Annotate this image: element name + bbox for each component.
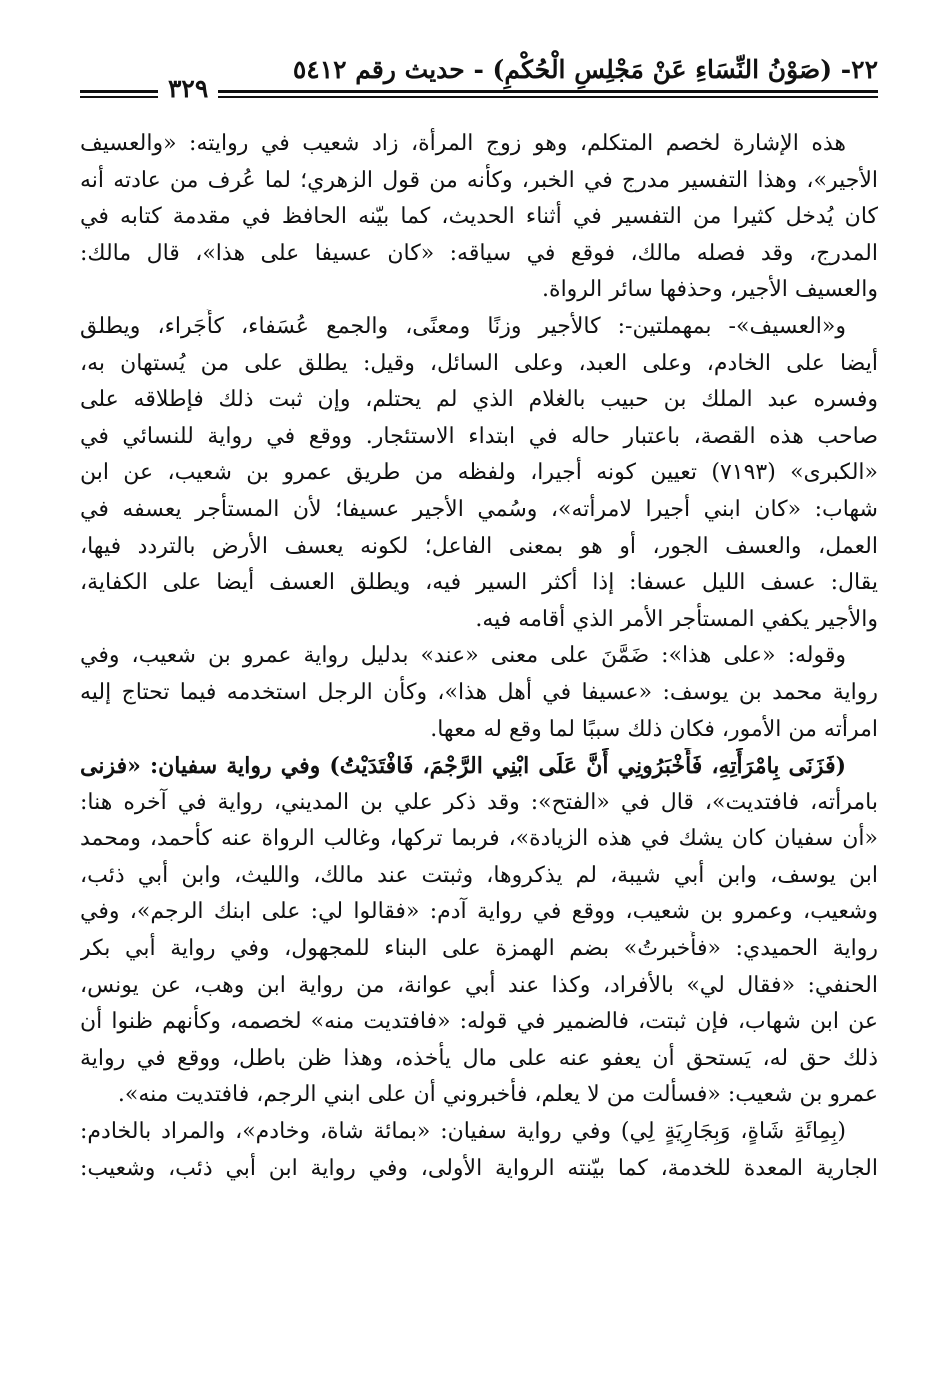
page-number: ٣٢٩ [158,74,218,104]
text-line: وقوله: «على هذا»: ضَمَّنَ على معنى «عند» بدليل رواية عمرو بن شعيب، وفي [80,643,846,669]
text-line: ابن يوسف، وابن أبي شيبة، لم يذكروها، وثبتت عند مالك، والليث، وابن أبي ذئب، [80,862,878,888]
text-line: العمل، والعسف الجور، أو هو بمعنى الفاعل؛ لكونه يعسف الأرض بالتردد فيها، [80,533,878,559]
text-line: (بِمِائَةِ شَاةٍ، وَبِجَارِيَةٍ لِي) وفي رواية سفيان: «بمائة شاة، وخادم»، والمراد بالخادم: [80,1119,846,1145]
text-line: وشعيب، وعمرو بن شعيب، ووقع في رواية آدم: «فقالوا لي: على ابنك الرجم»، وفي [80,899,878,925]
text-line: رواية الحميدي: «فأُخبرتُ» بضم الهمزة على البناء للمجهول، وفي رواية أبي بكر [80,936,878,962]
text-line: (فَزَنَى بِامْرَأَتِهِ، فَأَخْبَرُونِي أَنَّ عَلَى ابْنِي الرَّجْمَ، فَافْتَدَيْتُ) وفي رواية سفيان: «فزنى [80,753,846,780]
text-line: و«العسيف»- بمهملتين-: كالأجير وزنًا ومعنًى، والجمع عُسَفاء، كأُجَراء، ويطلق [80,313,846,339]
text-line: عن ابن شهاب، فإن ثبتت، فالضمير في قوله: «فافتديت منه» لخصمه، وكأنهم ظنوا أن [80,1009,878,1035]
text-line: امرأته من الأمور، فكان ذلك سببًا لما وقع له معها. [430,716,878,742]
text-line: رواية محمد بن يوسف: «عسيفا في أهل هذا»، وكأن الرجل استخدمه فيما تحتاج إليه [80,679,878,705]
text-line: ذلك حق له، يَستحق أن يعفو عنه على مال يأخذه، وهذا ظن باطل، ووقع في رواية [80,1045,878,1071]
text-line: الأجير»، وهذا التفسير مدرج في الخبر، وكأنه من قول الزهري؛ لما عُرف من عادته أنه [80,167,878,193]
text-line: عمرو بن شعيب: «فسألت من لا يعلم، فأخبروني أن على ابني الرجم، فافتديت منه». [117,1082,878,1108]
body-text [80,126,878,1187]
text-line: الحنفي: «فقال لي» بالأفراد، وكذا عند أبي عوانة، من رواية ابن وهب، عن يونس، [80,972,878,998]
text-line: وفسره عبد الملك بن حبيب بالغلام الذي لم يحتلم، وإن ثبت ذلك فإطلاقه على [80,387,878,413]
text-line: والعسيف الأجير، وحذفها سائر الرواة. [542,277,878,303]
text-line: «الكبرى» (٧١٩٣) تعيين كونه أجيرا، ولفظه من طريق عمرو بن شعيب، عن ابن [80,460,878,486]
text-line: شهاب: «كان ابني أجيرا لامرأته»، وسُمي الأجير عسيفا؛ لأن المستأجر يعسفه في [80,496,878,522]
text-line: بامرأته، فافتديت»، قال في «الفتح»: وقد ذكر علي بن المديني، رواية في آخره هنا: [80,789,878,815]
text-line: أيضا على الخادم، وعلى العبد، وعلى السائل، وقيل: يطلق على من يُستهان به، [80,350,878,376]
page-header [80,52,878,108]
text-line: صاحب هذه القصة، باعتبار حاله في ابتداء الاستئجار. ووقع في رواية للنسائي في [80,423,878,449]
text-line: يقال: عسف الليل عسفا: إذا أكثر السير فيه، ويطلق العسف أيضا على الكفاية، [80,570,878,596]
text-line: والأجير يكفي المستأجر الأمر الذي أقامه فيه. [475,606,878,632]
text-line: «أن سفيان كان يشك في هذه الزيادة»، فربما تركها، وغالب الرواة عنه كأحمد، ومحمد [80,826,878,852]
running-title: ٢٢- (صَوْنُ النِّسَاءِ عَنْ مَجْلِسِ الْحُكْمِ) - حديث رقم ٥٤١٢ [292,55,878,84]
text-line: الجارية المعدة للخدمة، كما بيّنته الرواية الأولى، وفي رواية ابن أبي ذئب، وشعيب: [80,1155,878,1181]
text-line: كان يُدخل كثيرا من التفسير في أثناء الحديث، كما بيّنه الحافظ في مقدمة كتابه في [80,204,878,230]
text-line: المدرج، وقد فصله مالك، فوقع في سياقه: «كان عسيفا على هذا»، قال مالك: [80,240,878,266]
text-line: هذه الإشارة لخصم المتكلم، وهو زوج المرأة، زاد شعيب في روايته: «والعسيف [80,131,846,156]
